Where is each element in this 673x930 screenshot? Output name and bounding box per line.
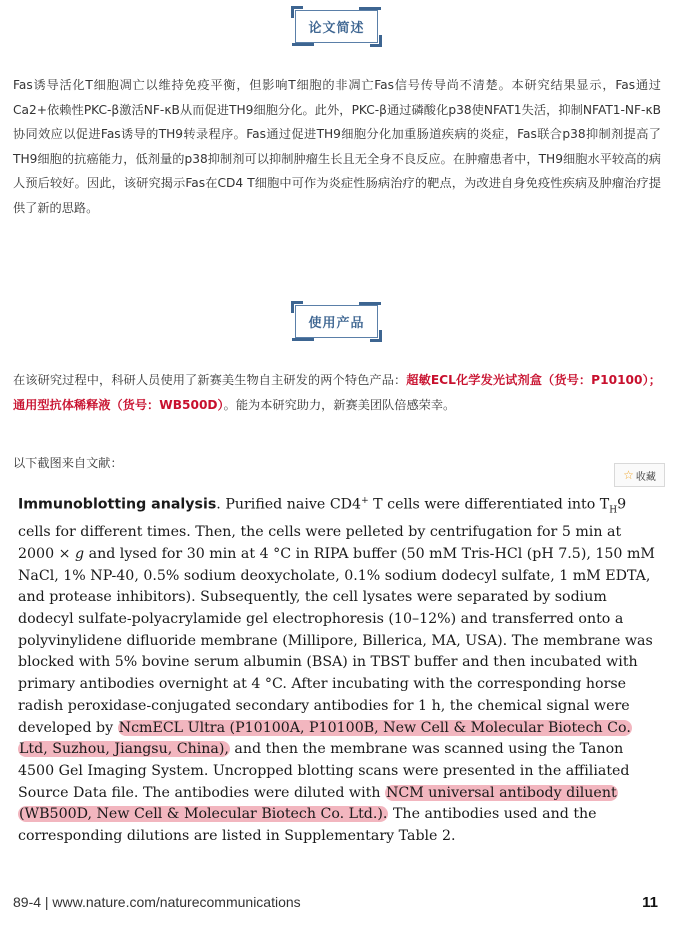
- excerpt-text-5: and then the membrane was scanned using the Tanon 4500 Gel Imaging System. Uncropped blotting scans were presented in the affiliated Source Data file. The antibodies were diluted with: [18, 741, 630, 801]
- section-heading-summary-text: 论文简述: [308, 21, 365, 36]
- section-heading-products-text: 使用产品: [308, 316, 365, 331]
- excerpt-highlight-diluent: NCM universal antibody diluent (WB500D, New Cell & Molecular Biotech Co. Ltd.).: [19, 784, 617, 823]
- favorite-button[interactable]: [614, 463, 665, 487]
- excerpt-text-4: and lysed for 30 min at 4 °C in RIPA buffer (50 mM Tris-HCl (pH 7.5), 150 mM NaCl, 1% NP-40, 0.5% sodium deoxycholate, 0.1% sodium dodecyl sulfate, 1 mM EDTA, and protease inhibitors). Subsequently, the cell lysates were separated by sodium dodecyl sulfate-polyacrylamide gel electrophoresis (10–12%) and transferred onto a polyvinylidene difluoride membrane (Millipore, Billerica, MA, USA). The membrane was blocked with 5% bovine serum albumin (BSA) in TBST buffer and then incubated with primary antibodies overnight at 4 °C. After incubating with the corresponding horse radish peroxidase-conjugated secondary antibodies for 1 h, the chemical signal were developed by: [18, 545, 655, 736]
- products-text-after: 。能为本研究助力，新赛美团队倍感荣幸。: [223, 397, 456, 412]
- section-heading-summary: [295, 10, 377, 43]
- products-highlight: 超敏ECL化学发光试剂盒（货号：P10100）；通用型抗体稀释液（货号：WB500D）: [13, 373, 661, 412]
- section-heading-products: [295, 305, 377, 338]
- excerpt-text-1: . Purified naive CD4: [216, 496, 362, 513]
- section-heading-wrap-products: [0, 305, 673, 338]
- excerpt-sub-h: H: [609, 505, 618, 516]
- excerpt-highlight-ecl: NcmECL Ultra (P10100A, P10100B, New Cell & Molecular Biotech Co. Ltd, Suzhou, Jiangsu, China),: [19, 719, 631, 758]
- literature-excerpt: [18, 491, 658, 848]
- excerpt-title: Immunoblotting analysis: [18, 496, 217, 513]
- star-icon: ☆: [623, 468, 634, 482]
- excerpt-sup-plus: +: [361, 496, 369, 506]
- favorite-button-label: 收藏: [635, 471, 656, 483]
- excerpt-text-6: The antibodies used and the corresponding dilutions are listed in Supplementary Table 2.: [18, 806, 597, 845]
- footer-journal: 89-4 | www.nature.com/naturecommunications: [13, 894, 301, 910]
- products-text-before: 在该研究过程中，科研人员使用了新赛美生物自主研发的两个特色产品：: [13, 373, 407, 387]
- excerpt-text-3: 9 cells for different times. Then, the cells were pelleted by centrifugation for 5 min at 2000 ×: [18, 496, 627, 562]
- excerpt-text-2: T cells were differentiated into T: [368, 496, 610, 513]
- section-heading-wrap-summary: [0, 10, 673, 43]
- excerpt-g: g: [75, 545, 85, 562]
- page-footer: [13, 894, 658, 911]
- footer-page-number: 11: [642, 894, 658, 911]
- summary-paragraph: Fas诱导活化T细胞凋亡以维持免疫平衡，但影响T细胞的非凋亡Fas信号传导尚不清楚。本研究结果显示，Fas通过Ca2+依赖性PKC-β激活NF-κB从而促进TH9细胞分化。此外，PKC-β通过磷酸化p38使NFAT1失活，抑制NFAT1-NF-κB协同效应以促进Fas诱导的TH9转录程序。Fas通过促进TH9细胞分化加重肠道疾病的炎症，Fas联合p38抑制剂提高了TH9细胞的抗癌能力，低剂量的p38抑制剂可以抑制肿瘤生长且无全身不良反应。在肿瘤患者中，TH9细胞水平较高的病人预后较好。因此，该研究揭示Fas在CD4 T细胞中可作为炎症性肠病治疗的靶点，为改进自身免疫性疾病及肿瘤治疗提供了新的思路。: [13, 78, 661, 215]
- products-paragraph: [13, 368, 661, 417]
- screenshot-caption: 以下截图来自文献：: [13, 456, 123, 470]
